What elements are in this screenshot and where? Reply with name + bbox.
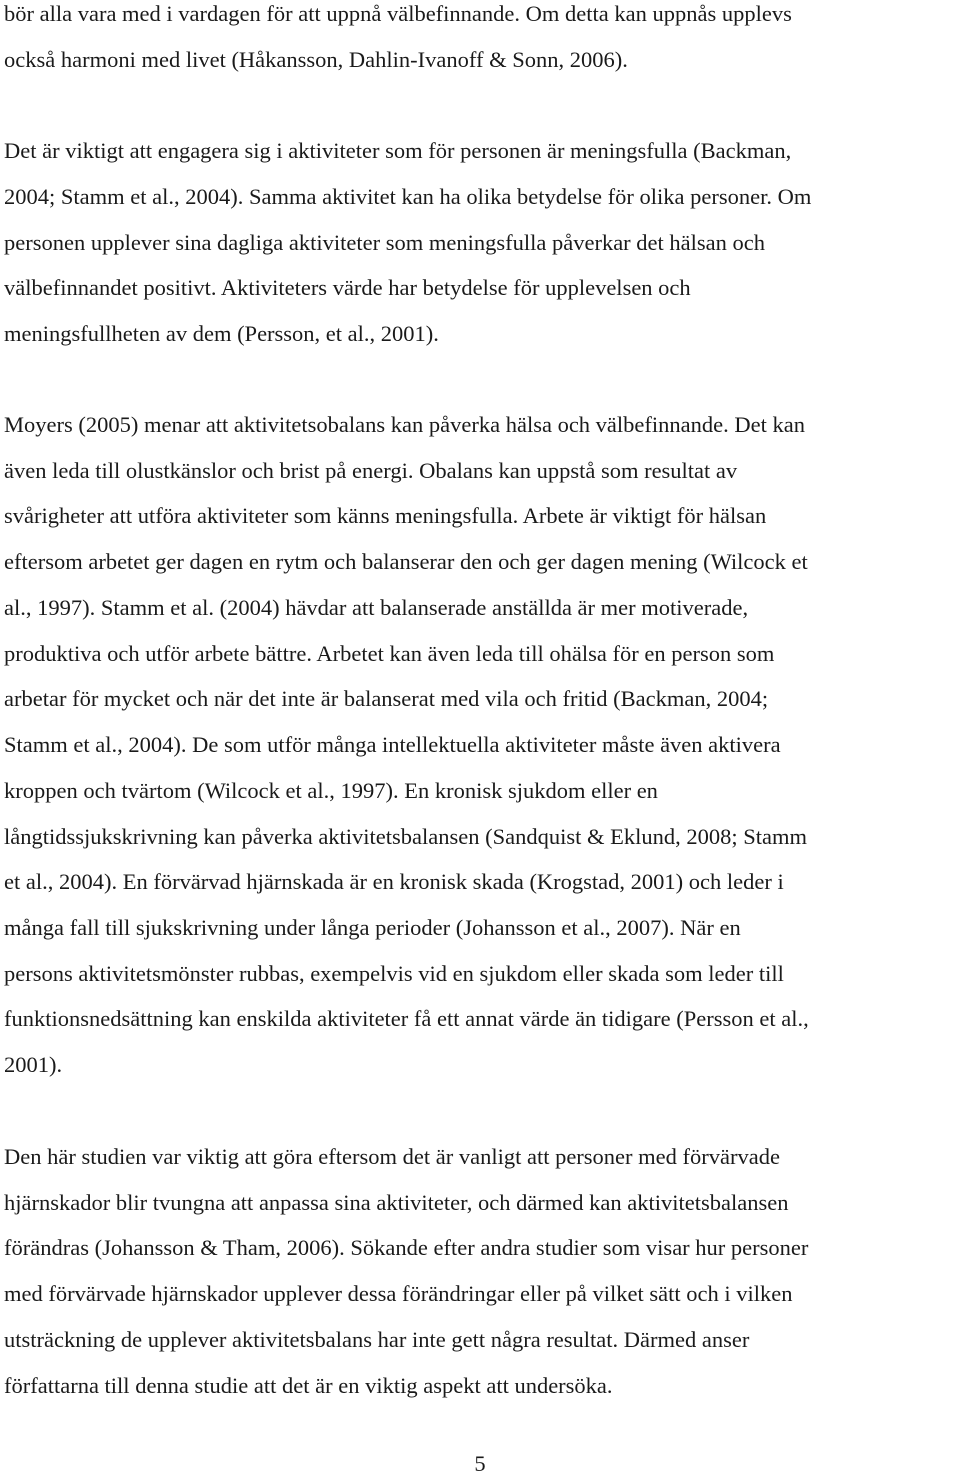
page-number: 5 bbox=[474, 1451, 486, 1476]
text-line: eftersom arbetet ger dagen en rytm och balanserar den och ger dagen mening (Wilcock et bbox=[4, 549, 808, 574]
text-line: också harmoni med livet (Håkansson, Dahlin-Ivanoff & Sonn, 2006). bbox=[4, 47, 628, 72]
text-line: förändras (Johansson & Tham, 2006). Sökande efter andra studier som visar hur personer bbox=[4, 1235, 809, 1260]
text-line: även leda till olustkänslor och brist på energi. Obalans kan uppstå som resultat av bbox=[4, 458, 738, 483]
text-line: personen upplever sina dagliga aktiviteter som meningsfulla påverkar det hälsan och bbox=[4, 230, 766, 255]
text-line: arbetar för mycket och när det inte är balanserat med vila och fritid (Backman, 2004; bbox=[4, 686, 769, 711]
text-line: meningsfullheten av dem (Persson, et al., 2001). bbox=[4, 321, 439, 346]
text-line: författarna till denna studie att det är en viktig aspekt att undersöka. bbox=[4, 1373, 613, 1398]
text-line: al., 1997). Stamm et al. (2004) hävdar att balanserade anställda är mer motiverade, bbox=[4, 595, 749, 620]
text-line: Det är viktigt att engagera sig i aktiviteter som för personen är meningsfulla (Backman, bbox=[4, 138, 792, 163]
text-line: hjärnskador blir tvungna att anpassa sina aktiviteter, och därmed kan aktivitetsbalansen bbox=[4, 1190, 789, 1215]
text-line: produktiva och utför arbete bättre. Arbetet kan även leda till ohälsa för en person som bbox=[4, 641, 775, 666]
text-line: Moyers (2005) menar att aktivitetsobalans kan påverka hälsa och välbefinnande. Det kan bbox=[4, 412, 805, 437]
text-line: kroppen och tvärtom (Wilcock et al., 1997). En kronisk sjukdom eller en bbox=[4, 778, 658, 803]
text-line: funktionsnedsättning kan enskilda aktiviteter få ett annat värde än tidigare (Persson et al., bbox=[4, 1006, 809, 1031]
text-line: välbefinnandet positivt. Aktiviteters värde har betydelse för upplevelsen och bbox=[4, 275, 691, 300]
text-line: svårigheter att utföra aktiviteter som känns meningsfulla. Arbete är viktigt för hälsan bbox=[4, 503, 767, 528]
text-line: med förvärvade hjärnskador upplever dessa förändringar eller på vilket sätt och i vilken bbox=[4, 1281, 793, 1306]
text-line: et al., 2004). En förvärvad hjärnskada är en kronisk skada (Krogstad, 2001) och leder i bbox=[4, 869, 784, 894]
text-line: 2004; Stamm et al., 2004). Samma aktivitet kan ha olika betydelse för olika personer. Om bbox=[4, 184, 812, 209]
text-line: bör alla vara med i vardagen för att uppnå välbefinnande. Om detta kan uppnås upplevs bbox=[4, 1, 792, 26]
text-line: persons aktivitetsmönster rubbas, exempelvis vid en sjukdom eller skada som leder till bbox=[4, 961, 784, 986]
text-line: utsträckning de upplever aktivitetsbalans har inte gett några resultat. Därmed anser bbox=[4, 1327, 750, 1352]
text-line: 2001). bbox=[4, 1052, 63, 1077]
text-line: många fall till sjukskrivning under långa perioder (Johansson et al., 2007). När en bbox=[4, 915, 741, 940]
text-line: Den här studien var viktig att göra eftersom det är vanligt att personer med förvärvade bbox=[4, 1144, 780, 1169]
text-line: Stamm et al., 2004). De som utför många intellektuella aktiviteter måste även aktivera bbox=[4, 732, 781, 757]
text-line: långtidssjukskrivning kan påverka aktivitetsbalansen (Sandquist & Eklund, 2008; Stamm bbox=[4, 824, 808, 849]
